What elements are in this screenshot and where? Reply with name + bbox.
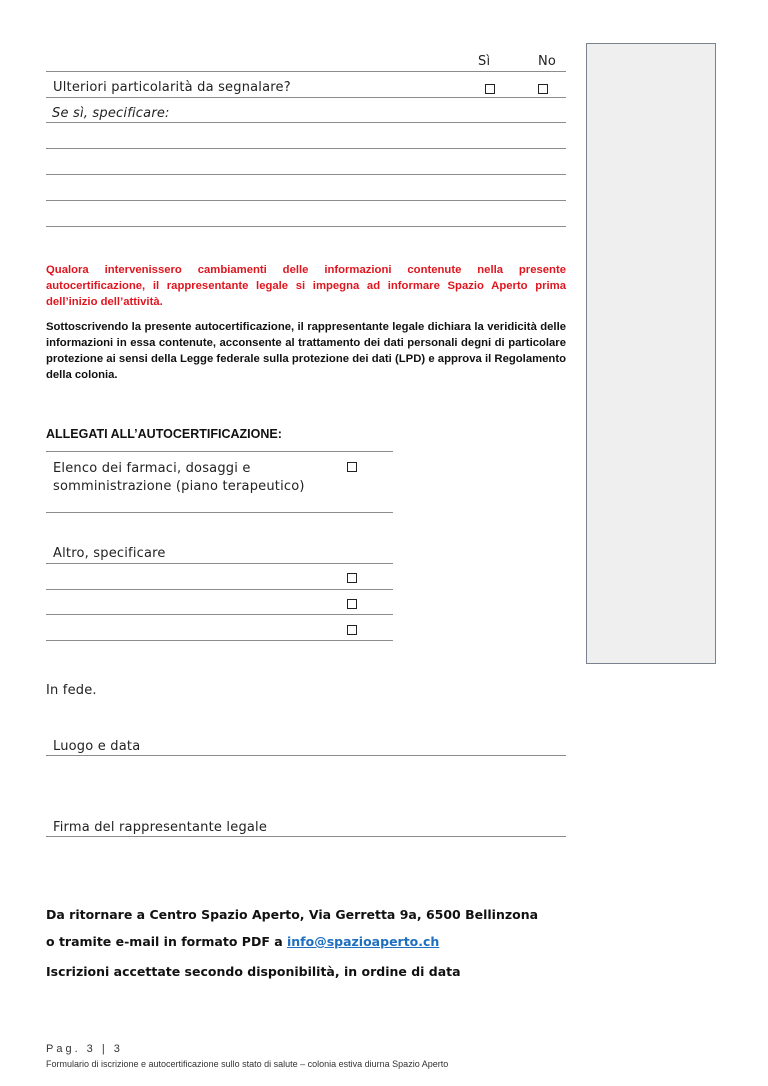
checkbox-other-1[interactable] bbox=[347, 573, 357, 583]
checkbox-yes[interactable] bbox=[485, 84, 495, 94]
column-yes-header: Sì bbox=[478, 54, 491, 69]
return-address: Da ritornare a Centro Spazio Aperto, Via Gerretta 9a, 6500 Bellinzona bbox=[46, 907, 539, 922]
specify-line[interactable] bbox=[46, 200, 566, 201]
return-email-line bbox=[46, 934, 439, 949]
other-line-3[interactable] bbox=[46, 640, 393, 641]
side-panel bbox=[586, 43, 716, 664]
attachments-title: ALLEGATI ALL’AUTOCERTIFICAZIONE: bbox=[46, 427, 282, 441]
checkbox-medications[interactable] bbox=[347, 462, 357, 472]
in-fede-text: In fede. bbox=[46, 683, 97, 698]
return-email-prefix: o tramite e-mail in formato PDF a bbox=[46, 934, 283, 949]
specify-line[interactable] bbox=[46, 226, 566, 227]
attachment-medications-label: Elenco dei farmaci, dosaggi e somministrazione (piano terapeutico) bbox=[53, 461, 305, 494]
divider bbox=[46, 451, 393, 452]
page-number: Pag. 3 | 3 bbox=[46, 1043, 123, 1055]
column-no-header: No bbox=[538, 54, 557, 69]
other-line-1[interactable] bbox=[46, 589, 393, 590]
checkbox-other-3[interactable] bbox=[347, 625, 357, 635]
declaration-text: Sottoscrivendo la presente autocertificazione, il rappresentante legale dichiara la veridicità delle informazioni in essa contenute, acconsente al trattamento dei dati personali degni di particolare protezione ai sensi della Legge federale sulla protezione dei dati (LPD) e approva il Regolamento della colonia. bbox=[46, 321, 566, 381]
divider bbox=[46, 512, 393, 513]
specify-line[interactable] bbox=[46, 174, 566, 175]
divider bbox=[46, 563, 393, 564]
footer-document-title: Formulario di iscrizione e autocertificazione sullo stato di salute – colonia estiva diurna Spazio Aperto bbox=[46, 1059, 449, 1069]
specify-line[interactable] bbox=[46, 148, 566, 149]
registration-note: Iscrizioni accettate secondo disponibilità, in ordine di data bbox=[46, 964, 461, 979]
other-specify-label: Altro, specificare bbox=[53, 546, 166, 561]
email-link[interactable]: info@spazioaperto.ch bbox=[287, 934, 440, 949]
place-date-label: Luogo e data bbox=[53, 739, 141, 754]
checkbox-no[interactable] bbox=[538, 84, 548, 94]
change-notice: Qualora intervenissero cambiamenti delle informazioni contenute nella presente autocertificazione, il rappresentante legale si impegna ad informare Spazio Aperto prima dell’inizio dell’attività. bbox=[46, 264, 566, 308]
divider bbox=[46, 71, 566, 72]
checkbox-other-2[interactable] bbox=[347, 599, 357, 609]
other-line-2[interactable] bbox=[46, 614, 393, 615]
divider bbox=[46, 97, 566, 98]
specify-line[interactable] bbox=[46, 122, 566, 123]
question-further-particularities: Ulteriori particolarità da segnalare? bbox=[53, 80, 291, 95]
signature-line[interactable] bbox=[46, 836, 566, 837]
place-date-line[interactable] bbox=[46, 755, 566, 756]
specify-label: Se sì, specificare: bbox=[52, 106, 170, 121]
signature-label: Firma del rappresentante legale bbox=[53, 820, 268, 835]
